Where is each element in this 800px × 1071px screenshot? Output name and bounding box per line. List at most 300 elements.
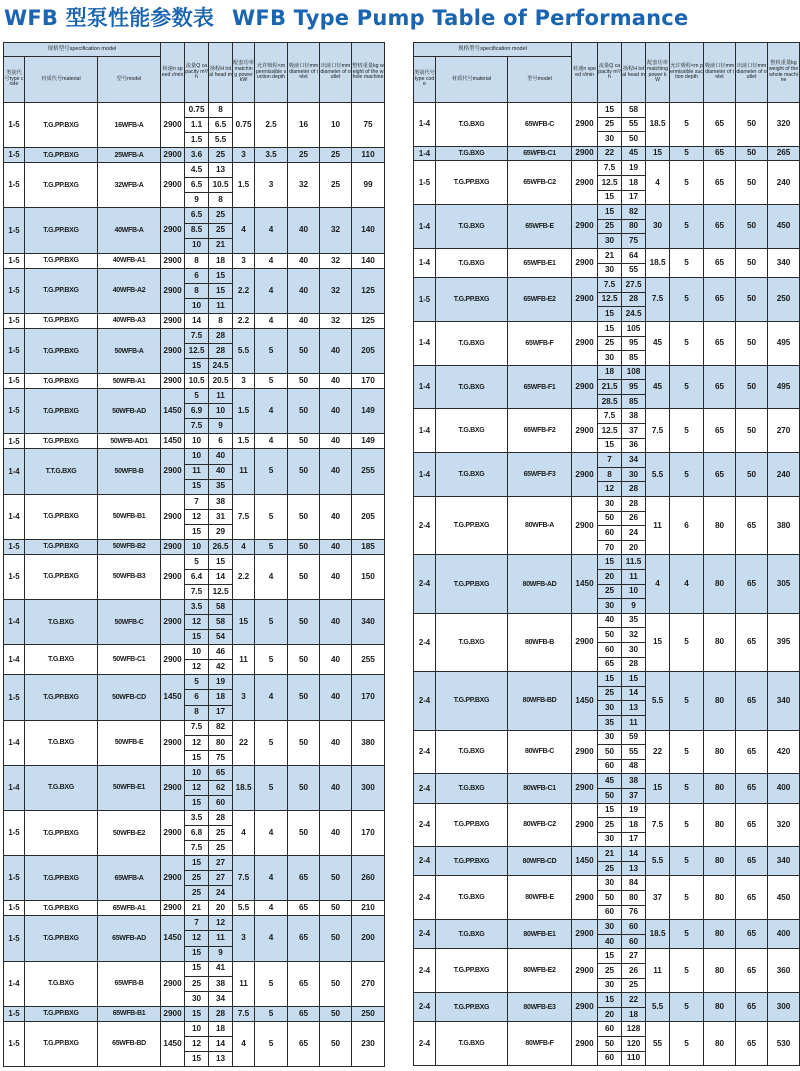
cell-head: 20 — [209, 901, 233, 916]
table-row — [414, 1022, 800, 1037]
cell-head: 34 — [622, 453, 646, 468]
cell-head: 20 — [622, 540, 646, 555]
cell-head: 15 — [209, 268, 233, 283]
cell-outlet: 65 — [736, 803, 768, 847]
table-row — [4, 449, 385, 464]
cell-capacity: 25 — [598, 964, 622, 979]
cell-inlet: 65 — [288, 961, 320, 1006]
cell-speed: 2900 — [161, 810, 185, 855]
cell-model: 65WFB-A1 — [98, 901, 161, 916]
cell-capacity: 12 — [185, 660, 209, 675]
cell-code: 2-4 — [414, 949, 436, 993]
cell-material: T.G.PP.BXG — [25, 313, 98, 328]
cell-head: 15 — [209, 283, 233, 298]
cell-capacity: 6.9 — [185, 404, 209, 419]
cell-speed: 2900 — [572, 146, 598, 161]
table-row — [4, 389, 385, 404]
header-capacity: 流量Q capacity m³/h — [598, 43, 622, 103]
cell-head: 28 — [622, 657, 646, 672]
cell-inlet: 50 — [288, 600, 320, 645]
cell-inlet: 50 — [288, 765, 320, 810]
cell-head: 21 — [209, 238, 233, 253]
cell-suction: 5 — [670, 920, 704, 949]
cell-outlet: 50 — [736, 205, 768, 249]
cell-inlet: 25 — [288, 148, 320, 163]
cell-model: 16WFB-A — [98, 103, 161, 148]
cell-model: 40WFB-A — [98, 208, 161, 253]
cell-capacity: 50 — [598, 745, 622, 760]
header-material: 材质代号material — [436, 57, 508, 103]
table-row — [414, 876, 800, 891]
cell-model: 80WFB-AD — [508, 555, 572, 613]
cell-material: T.G.PP.BXG — [25, 374, 98, 389]
cell-power: 18.5 — [646, 248, 670, 277]
cell-capacity: 60 — [598, 759, 622, 774]
cell-head: 30 — [622, 467, 646, 482]
cell-inlet: 65 — [704, 453, 736, 497]
table-row — [414, 365, 800, 380]
cell-inlet: 50 — [288, 434, 320, 449]
cell-speed: 2900 — [161, 494, 185, 539]
cell-weight: 400 — [768, 774, 800, 803]
cell-inlet: 80 — [704, 1022, 736, 1066]
cell-material: T.G.PP.BXG — [436, 993, 508, 1022]
page-title — [4, 2, 794, 34]
cell-code: 1-4 — [414, 146, 436, 161]
cell-speed: 1450 — [161, 916, 185, 961]
cell-weight: 265 — [768, 146, 800, 161]
cell-weight: 205 — [352, 328, 385, 373]
cell-capacity: 15 — [598, 205, 622, 220]
cell-inlet: 65 — [288, 856, 320, 901]
cell-outlet: 50 — [736, 161, 768, 205]
cell-material: T.G.PP.BXG — [25, 163, 98, 208]
table-row — [4, 810, 385, 825]
cell-capacity: 12.5 — [598, 424, 622, 439]
cell-power: 18.5 — [233, 765, 255, 810]
cell-code: 1-4 — [4, 765, 25, 810]
cell-capacity: 15 — [598, 190, 622, 205]
cell-speed: 2900 — [572, 949, 598, 993]
table-row — [4, 675, 385, 690]
cell-head: 64 — [622, 248, 646, 263]
cell-head: 35 — [209, 479, 233, 494]
cell-suction: 5 — [670, 949, 704, 993]
cell-capacity: 30 — [185, 991, 209, 1006]
cell-head: 60 — [622, 934, 646, 949]
cell-head: 24.5 — [209, 359, 233, 374]
table-row — [414, 847, 800, 862]
cell-code: 1-4 — [414, 365, 436, 409]
cell-suction: 4 — [255, 313, 288, 328]
cell-inlet: 40 — [288, 208, 320, 253]
cell-head: 27 — [622, 949, 646, 964]
cell-capacity: 30 — [598, 730, 622, 745]
cell-code: 1-5 — [414, 161, 436, 205]
cell-capacity: 10 — [185, 539, 209, 554]
cell-head: 38 — [209, 976, 233, 991]
cell-weight: 340 — [352, 600, 385, 645]
cell-capacity: 1.1 — [185, 118, 209, 133]
cell-suction: 4 — [255, 810, 288, 855]
cell-power: 22 — [233, 720, 255, 765]
cell-material: T.G.PP.BXG — [25, 554, 98, 599]
cell-capacity: 4.5 — [185, 163, 209, 178]
table-row — [4, 1021, 385, 1036]
cell-inlet: 50 — [288, 374, 320, 389]
cell-weight: 250 — [352, 1006, 385, 1021]
cell-suction: 5 — [255, 494, 288, 539]
cell-power: 15 — [646, 613, 670, 671]
cell-head: 58 — [622, 103, 646, 118]
cell-power: 7.5 — [646, 409, 670, 453]
cell-capacity: 15 — [598, 993, 622, 1008]
cell-head: 80 — [622, 891, 646, 906]
table-row — [4, 103, 385, 118]
cell-capacity: 12 — [185, 931, 209, 946]
cell-outlet: 40 — [320, 554, 352, 599]
cell-inlet: 65 — [288, 916, 320, 961]
cell-inlet: 40 — [288, 268, 320, 313]
cell-capacity: 12.5 — [598, 292, 622, 307]
cell-code: 1-5 — [4, 208, 25, 253]
cell-suction: 4 — [255, 208, 288, 253]
cell-speed: 2900 — [572, 803, 598, 847]
cell-model: 80WFB-F — [508, 1022, 572, 1066]
cell-material: T.G.PP.BXG — [25, 434, 98, 449]
cell-capacity: 3.5 — [185, 810, 209, 825]
cell-capacity: 12 — [185, 780, 209, 795]
cell-inlet: 80 — [704, 993, 736, 1022]
cell-suction: 2.5 — [255, 103, 288, 148]
cell-capacity: 7.5 — [185, 585, 209, 600]
cell-speed: 2900 — [572, 321, 598, 365]
cell-code: 1-5 — [4, 253, 25, 268]
cell-weight: 320 — [768, 103, 800, 147]
cell-capacity: 15 — [598, 672, 622, 687]
cell-model: 50WFB-B3 — [98, 554, 161, 599]
cell-model: 50WFB-B2 — [98, 539, 161, 554]
cell-code: 1-5 — [4, 810, 25, 855]
cell-suction: 5 — [670, 453, 704, 497]
header-spec: 规格型号specification model — [4, 43, 161, 57]
table-row — [4, 148, 385, 163]
cell-suction: 4 — [255, 253, 288, 268]
cell-head: 8 — [209, 313, 233, 328]
cell-head: 25 — [209, 841, 233, 856]
cell-outlet: 65 — [736, 920, 768, 949]
cell-power: 7.5 — [646, 803, 670, 847]
cell-head: 24 — [622, 526, 646, 541]
cell-outlet: 65 — [736, 730, 768, 774]
cell-power: 3 — [233, 916, 255, 961]
cell-outlet: 50 — [736, 278, 768, 322]
cell-suction: 5 — [670, 847, 704, 876]
cell-material: T.G.BXG — [436, 365, 508, 409]
cell-capacity: 6.5 — [185, 208, 209, 223]
cell-inlet: 50 — [288, 645, 320, 675]
cell-speed: 2900 — [572, 248, 598, 277]
cell-capacity: 30 — [598, 234, 622, 249]
cell-material: T.G.PP.BXG — [25, 856, 98, 901]
cell-head: 105 — [622, 321, 646, 336]
cell-capacity: 50 — [598, 1037, 622, 1052]
table-row — [4, 1006, 385, 1021]
cell-head: 15 — [209, 554, 233, 569]
cell-power: 15 — [646, 146, 670, 161]
cell-capacity: 12 — [185, 1036, 209, 1051]
cell-material: T.G.PP.BXG — [436, 803, 508, 847]
cell-inlet: 80 — [704, 803, 736, 847]
cell-capacity: 6 — [185, 690, 209, 705]
cell-outlet: 40 — [320, 389, 352, 434]
cell-model: 50WFB-A1 — [98, 374, 161, 389]
cell-weight: 340 — [768, 248, 800, 277]
cell-outlet: 40 — [320, 810, 352, 855]
cell-head: 60 — [209, 795, 233, 810]
cell-power: 11 — [233, 961, 255, 1006]
cell-outlet: 65 — [736, 497, 768, 555]
cell-head: 28 — [209, 344, 233, 359]
cell-capacity: 15 — [185, 630, 209, 645]
cell-speed: 2900 — [572, 876, 598, 920]
cell-power: 2.2 — [233, 554, 255, 599]
cell-code: 1-5 — [4, 916, 25, 961]
cell-material: T.G.PP.BXG — [436, 949, 508, 993]
cell-head: 17 — [622, 832, 646, 847]
cell-weight: 270 — [768, 409, 800, 453]
cell-inlet: 50 — [288, 328, 320, 373]
cell-weight: 150 — [352, 554, 385, 599]
cell-capacity: 7.5 — [185, 841, 209, 856]
cell-power: 7.5 — [233, 494, 255, 539]
cell-model: 65WFB-A — [98, 856, 161, 901]
cell-speed: 2900 — [161, 148, 185, 163]
cell-capacity: 10 — [185, 645, 209, 660]
cell-power: 5.5 — [233, 901, 255, 916]
cell-capacity: 28.5 — [598, 394, 622, 409]
cell-power: 1.5 — [233, 163, 255, 208]
cell-code: 1-4 — [4, 961, 25, 1006]
cell-material: T.G.PP.BXG — [25, 253, 98, 268]
cell-power: 11 — [646, 949, 670, 993]
cell-code: 2-4 — [414, 555, 436, 613]
cell-weight: 240 — [768, 161, 800, 205]
cell-capacity: 21 — [598, 847, 622, 862]
table-row — [4, 374, 385, 389]
cell-code: 1-5 — [4, 103, 25, 148]
cell-capacity: 5 — [185, 675, 209, 690]
cell-model: 80WFB-C2 — [508, 803, 572, 847]
cell-material: T.G.PP.BXG — [25, 389, 98, 434]
cell-suction: 5 — [670, 365, 704, 409]
cell-code: 1-5 — [4, 374, 25, 389]
cell-head: 50 — [622, 132, 646, 147]
table-row — [4, 916, 385, 931]
cell-weight: 450 — [768, 876, 800, 920]
cell-capacity: 30 — [598, 497, 622, 512]
cell-outlet: 50 — [736, 103, 768, 147]
cell-power: 4 — [646, 555, 670, 613]
table-row — [4, 494, 385, 509]
cell-material: T.G.BXG — [25, 765, 98, 810]
performance-table-right — [413, 42, 800, 1066]
cell-suction: 5 — [670, 1022, 704, 1066]
cell-outlet: 32 — [320, 208, 352, 253]
cell-suction: 5 — [255, 961, 288, 1006]
cell-outlet: 50 — [320, 916, 352, 961]
cell-outlet: 65 — [736, 774, 768, 803]
cell-capacity: 7.5 — [185, 720, 209, 735]
cell-head: 28 — [209, 810, 233, 825]
cell-head: 58 — [209, 600, 233, 615]
cell-suction: 5 — [670, 613, 704, 671]
cell-suction: 5 — [255, 600, 288, 645]
cell-head: 27 — [209, 856, 233, 871]
cell-inlet: 65 — [704, 278, 736, 322]
cell-suction: 5 — [670, 321, 704, 365]
cell-head: 26 — [622, 511, 646, 526]
cell-outlet: 40 — [320, 449, 352, 494]
cell-power: 30 — [646, 205, 670, 249]
cell-code: 1-4 — [414, 103, 436, 147]
cell-head: 31 — [209, 509, 233, 524]
cell-code: 1-5 — [4, 539, 25, 554]
cell-weight: 380 — [768, 497, 800, 555]
cell-head: 18 — [209, 1021, 233, 1036]
cell-head: 19 — [209, 675, 233, 690]
cell-inlet: 65 — [704, 365, 736, 409]
cell-capacity: 30 — [598, 263, 622, 278]
cell-model: 80WFB-C — [508, 730, 572, 774]
table-row — [4, 328, 385, 343]
cell-capacity: 10 — [185, 298, 209, 313]
header-weight: 整机重量kg weight of the whole machine — [352, 43, 385, 103]
cell-material: T.G.PP.BXG — [436, 847, 508, 876]
cell-head: 32 — [622, 628, 646, 643]
cell-capacity: 10 — [185, 434, 209, 449]
cell-material: T.G.PP.BXG — [25, 148, 98, 163]
cell-material: T.G.BXG — [436, 613, 508, 671]
cell-power: 7.5 — [233, 1006, 255, 1021]
cell-head: 22 — [622, 993, 646, 1008]
cell-model: 50WFB-E1 — [98, 765, 161, 810]
cell-speed: 2900 — [161, 554, 185, 599]
cell-model: 50WFB-CD — [98, 675, 161, 720]
cell-head: 9 — [622, 599, 646, 614]
cell-inlet: 65 — [288, 1021, 320, 1066]
cell-outlet: 50 — [736, 321, 768, 365]
cell-capacity: 30 — [598, 701, 622, 716]
cell-power: 1.5 — [233, 434, 255, 449]
table-row — [4, 901, 385, 916]
cell-capacity: 25 — [598, 861, 622, 876]
table-row — [414, 453, 800, 468]
cell-outlet: 50 — [736, 248, 768, 277]
cell-weight: 320 — [768, 803, 800, 847]
table-row — [4, 434, 385, 449]
cell-speed: 2900 — [572, 1022, 598, 1066]
cell-material: T.G.PP.BXG — [25, 208, 98, 253]
cell-capacity: 20 — [598, 1007, 622, 1022]
cell-head: 75 — [622, 234, 646, 249]
cell-capacity: 7.5 — [185, 328, 209, 343]
cell-capacity: 7.5 — [598, 278, 622, 293]
cell-head: 40 — [209, 449, 233, 464]
cell-head: 9 — [209, 419, 233, 434]
table-row — [414, 774, 800, 789]
cell-capacity: 0.75 — [185, 103, 209, 118]
cell-head: 38 — [209, 494, 233, 509]
cell-head: 75 — [209, 750, 233, 765]
cell-capacity: 25 — [185, 871, 209, 886]
cell-capacity: 30 — [598, 599, 622, 614]
header-outlet: 出液口径mm diameter of outlet — [320, 43, 352, 103]
cell-model: 65WFB-C2 — [508, 161, 572, 205]
cell-outlet: 65 — [736, 949, 768, 993]
cell-power: 5.5 — [646, 847, 670, 876]
cell-outlet: 40 — [320, 675, 352, 720]
cell-speed: 2900 — [161, 163, 185, 208]
cell-model: 65WFB-BD — [98, 1021, 161, 1066]
cell-head: 59 — [622, 730, 646, 745]
cell-capacity: 7.5 — [185, 419, 209, 434]
cell-outlet: 65 — [736, 613, 768, 671]
cell-speed: 2900 — [161, 268, 185, 313]
table-right-body — [414, 103, 800, 1066]
cell-material: T.G.BXG — [436, 876, 508, 920]
cell-weight: 230 — [352, 1021, 385, 1066]
cell-inlet: 65 — [288, 1006, 320, 1021]
cell-head: 25 — [209, 148, 233, 163]
cell-outlet: 50 — [320, 1021, 352, 1066]
cell-capacity: 45 — [598, 774, 622, 789]
cell-material: T.T.G.BXG — [25, 449, 98, 494]
cell-model: 65WFB-C1 — [508, 146, 572, 161]
cell-head: 34 — [209, 991, 233, 1006]
cell-power: 4 — [233, 208, 255, 253]
cell-weight: 255 — [352, 645, 385, 675]
cell-head: 19 — [622, 803, 646, 818]
cell-power: 3 — [233, 675, 255, 720]
cell-weight: 400 — [768, 920, 800, 949]
cell-capacity: 30 — [598, 832, 622, 847]
cell-material: T.G.BXG — [436, 321, 508, 365]
cell-weight: 185 — [352, 539, 385, 554]
cell-speed: 1450 — [161, 389, 185, 434]
table-row — [4, 539, 385, 554]
cell-suction: 5 — [670, 876, 704, 920]
cell-outlet: 50 — [736, 146, 768, 161]
header-head: 扬程H total head m — [209, 43, 233, 103]
cell-code: 1-4 — [414, 205, 436, 249]
cell-capacity: 8.5 — [185, 223, 209, 238]
cell-outlet: 40 — [320, 434, 352, 449]
cell-weight: 530 — [768, 1022, 800, 1066]
cell-head: 5.5 — [209, 133, 233, 148]
cell-head: 18 — [622, 1007, 646, 1022]
cell-power: 11 — [646, 497, 670, 555]
cell-weight: 149 — [352, 389, 385, 434]
table-row — [4, 961, 385, 976]
cell-code: 1-5 — [4, 163, 25, 208]
cell-model: 40WFB-A3 — [98, 313, 161, 328]
cell-model: 50WFB-C1 — [98, 645, 161, 675]
cell-head: 55 — [622, 263, 646, 278]
header-type-code: 类别代号type code — [4, 57, 25, 103]
cell-speed: 2900 — [161, 645, 185, 675]
cell-head: 62 — [209, 780, 233, 795]
